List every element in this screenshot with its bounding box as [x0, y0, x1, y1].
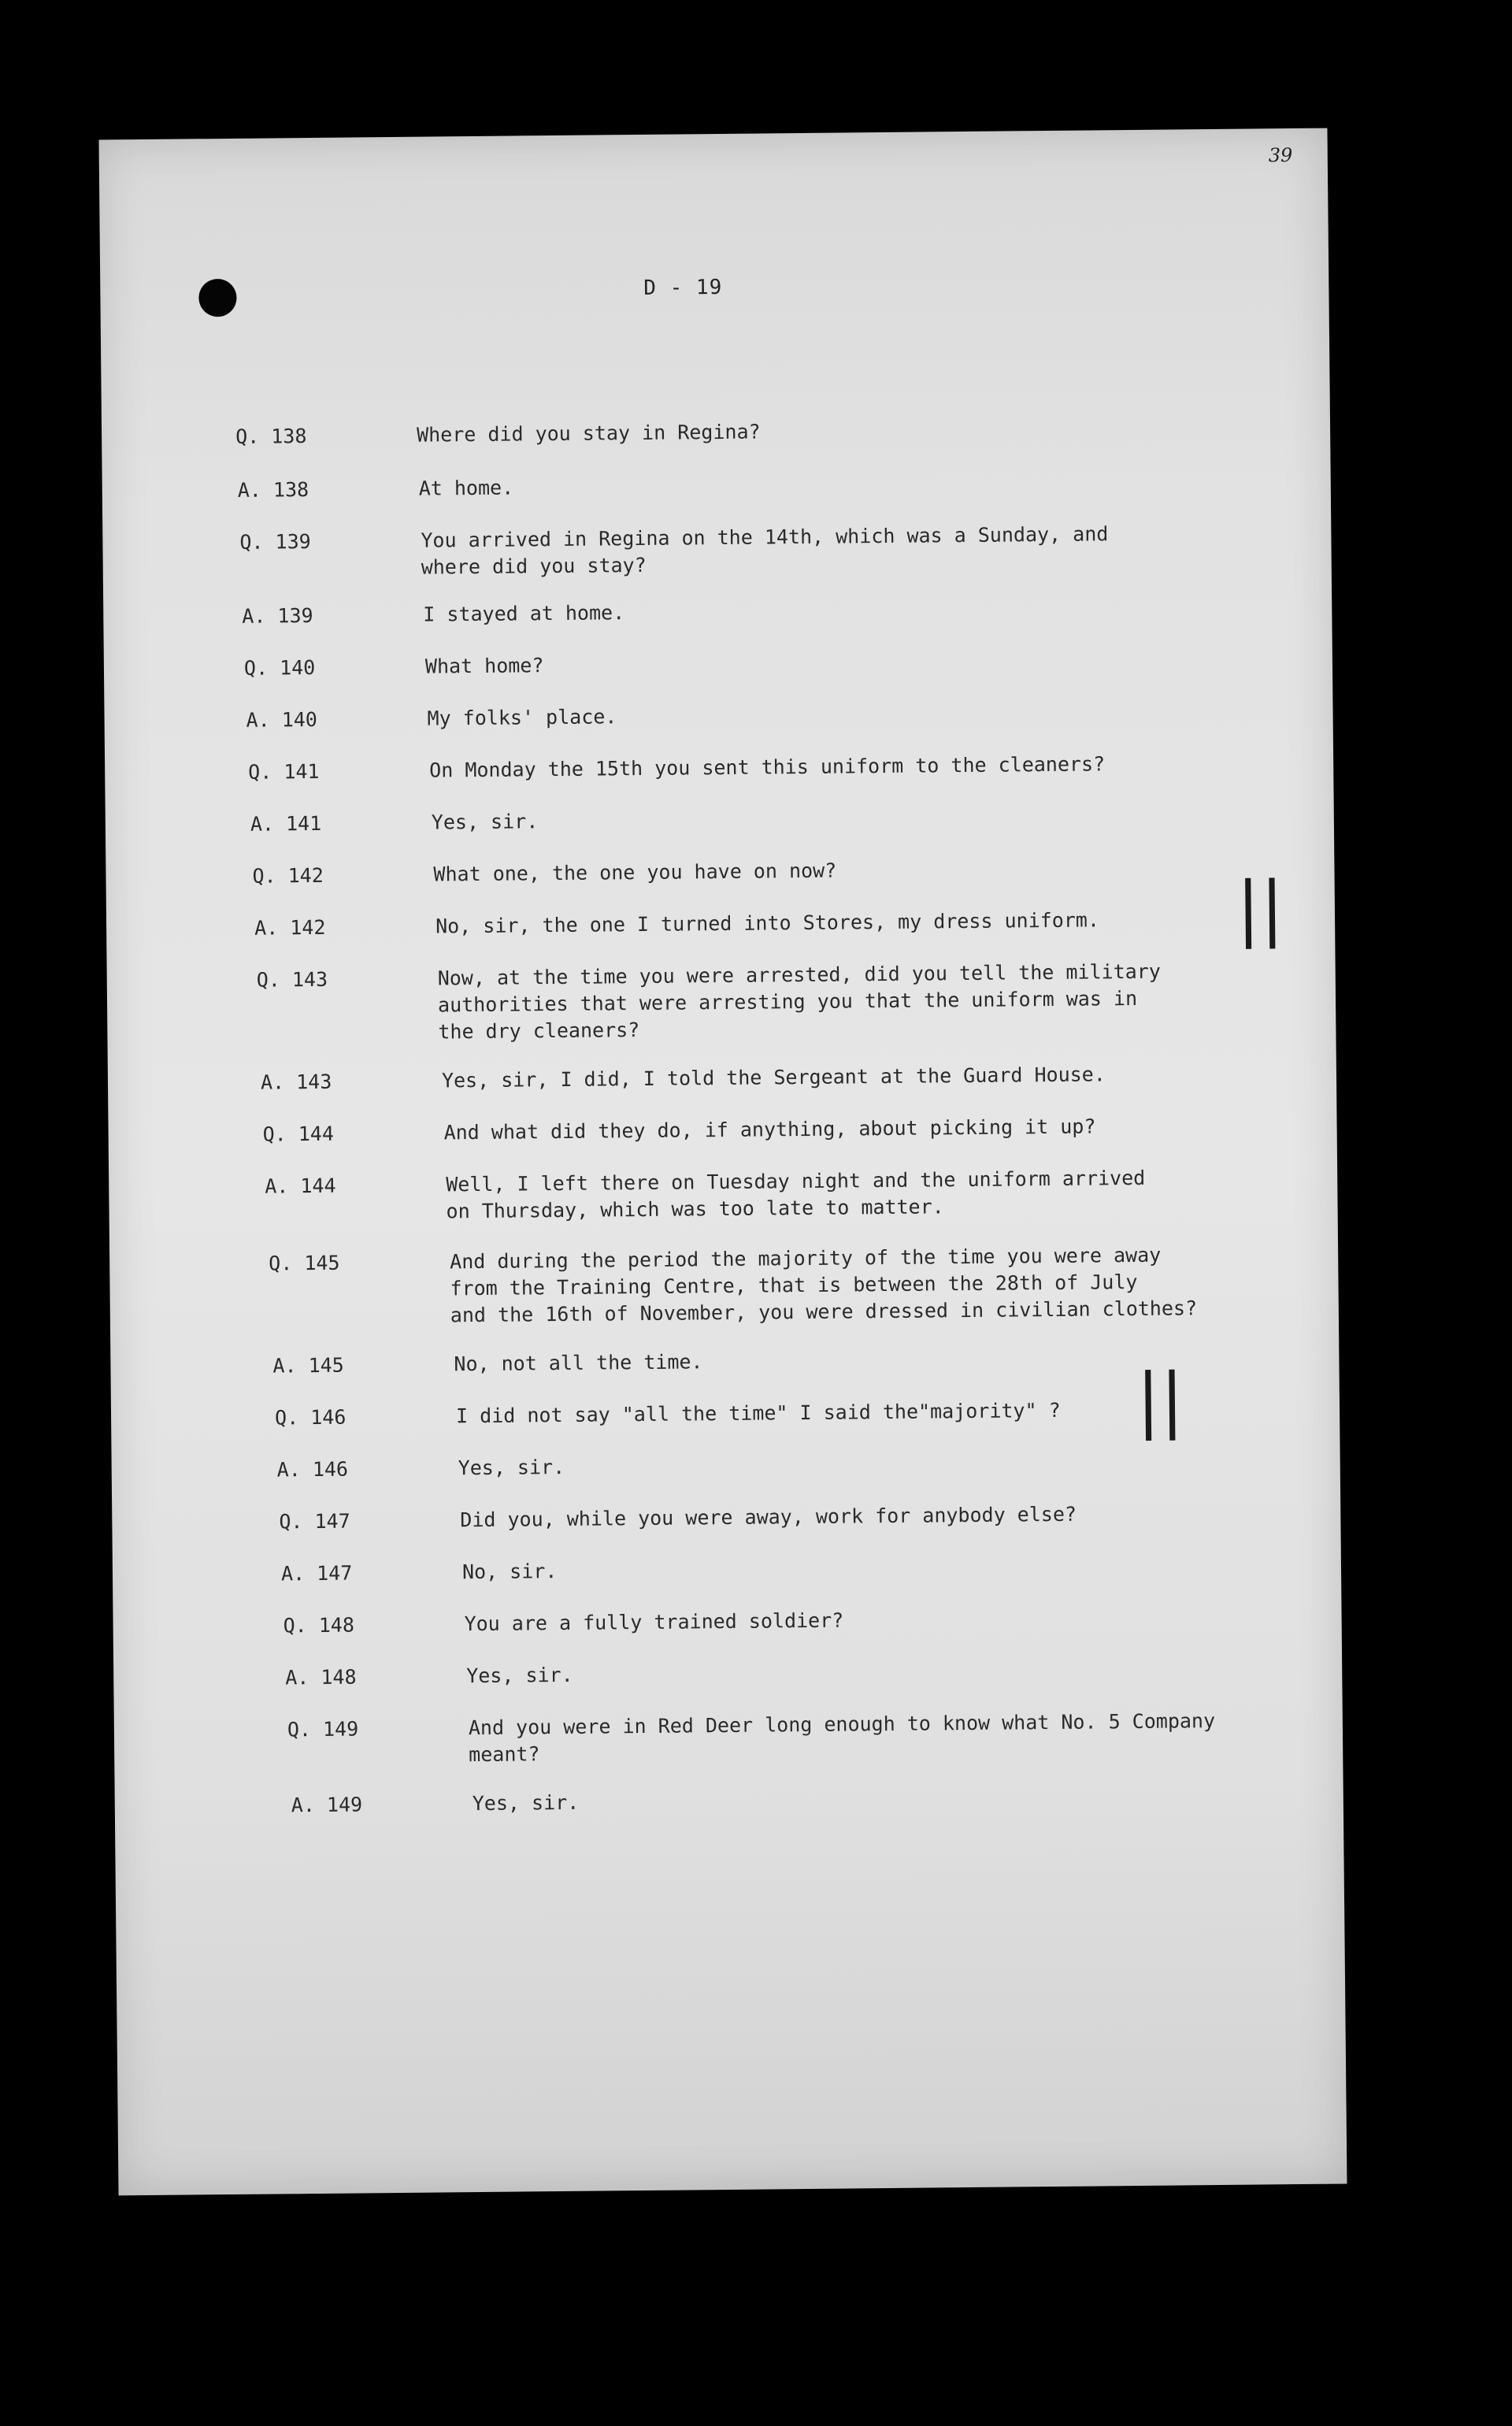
qa-number: Q. 149 [287, 1717, 359, 1742]
qa-text: Yes, sir. [466, 1663, 573, 1688]
folio-number: 39 [1268, 143, 1293, 167]
qa-text: Yes, sir. [458, 1455, 565, 1480]
handwritten-mark: || [1236, 866, 1285, 950]
qa-text: And during the period the majority of the time you were away from the Training Centre, that is between the 28th of July and the 16th of November, you were dressed in civilian clothes? [450, 1243, 1198, 1327]
qa-text: Yes, sir. [472, 1790, 580, 1816]
qa-number: Q. 138 [235, 425, 307, 448]
qa-number: A. 145 [272, 1353, 344, 1378]
qa-number: Q. 145 [269, 1251, 340, 1275]
qa-text: At home. [418, 476, 514, 500]
qa-number: Q. 148 [283, 1613, 355, 1638]
document-page [99, 128, 1347, 2196]
qa-text: Now, at the time you were arrested, did you tell the military authorities that were arresting you that the uniform was in the dry cleaners? [437, 959, 1161, 1044]
qa-number: Q. 143 [256, 967, 328, 992]
qa-number: A. 141 [250, 811, 322, 836]
qa-number: A. 148 [285, 1665, 357, 1690]
qa-text: On Monday the 15th you sent this uniform to the cleaners? [429, 752, 1106, 782]
qa-number: Q. 147 [279, 1509, 350, 1534]
qa-number: Q. 144 [262, 1122, 335, 1146]
qa-number: A. 139 [242, 603, 313, 628]
qa-text: My folks' place. [427, 705, 617, 730]
handwritten-mark: || [1136, 1358, 1185, 1441]
qa-number: Q. 139 [239, 529, 311, 554]
qa-number: A. 146 [276, 1457, 349, 1482]
qa-text: What home? [424, 654, 544, 678]
qa-text: Did you, while you were away, work for anybody else? [460, 1502, 1077, 1532]
qa-text: And what did they do, if anything, about picking it up? [443, 1115, 1096, 1144]
qa-text: No, not all the time. [454, 1350, 703, 1376]
qa-text: I stayed at home. [423, 601, 625, 626]
qa-text: Well, I left there on Tuesday night and the uniform arrived on Thursday, which was too late to matter. [446, 1166, 1146, 1223]
qa-text: Yes, sir. [431, 810, 539, 834]
qa-number: A. 140 [246, 707, 318, 732]
qa-text: No, sir. [461, 1560, 558, 1584]
qa-list [99, 128, 1347, 2196]
qa-text: I did not say "all the time" I said the"majority" ? [455, 1398, 1061, 1428]
qa-number: Q. 141 [248, 759, 320, 784]
page-identifier: D - 19 [643, 275, 723, 300]
qa-text: No, sir, the one I turned into Stores, my dress uniform. [435, 908, 1100, 938]
qa-number: A. 144 [265, 1174, 336, 1198]
qa-text: Where did you stay in Regina? [416, 420, 761, 447]
qa-number: A. 147 [280, 1561, 353, 1586]
qa-number: A. 138 [237, 478, 309, 502]
qa-number: A. 142 [254, 915, 326, 940]
qa-text: Yes, sir, I did, I told the Sergeant at the Guard House. [441, 1063, 1106, 1092]
qa-text: You are a fully trained soldier? [464, 1608, 844, 1636]
qa-number: Q. 146 [274, 1405, 346, 1430]
qa-text: And you were in Red Deer long enough to know what No. 5 Company meant? [468, 1709, 1216, 1767]
qa-number: A. 149 [291, 1793, 363, 1817]
qa-text: You arrived in Regina on the 14th, which was a Sunday, and where did you stay? [421, 522, 1109, 579]
qa-number: A. 143 [260, 1070, 332, 1094]
qa-text: What one, the one you have on now? [433, 859, 837, 886]
qa-number: Q. 140 [243, 655, 316, 680]
qa-number: Q. 142 [252, 863, 324, 888]
